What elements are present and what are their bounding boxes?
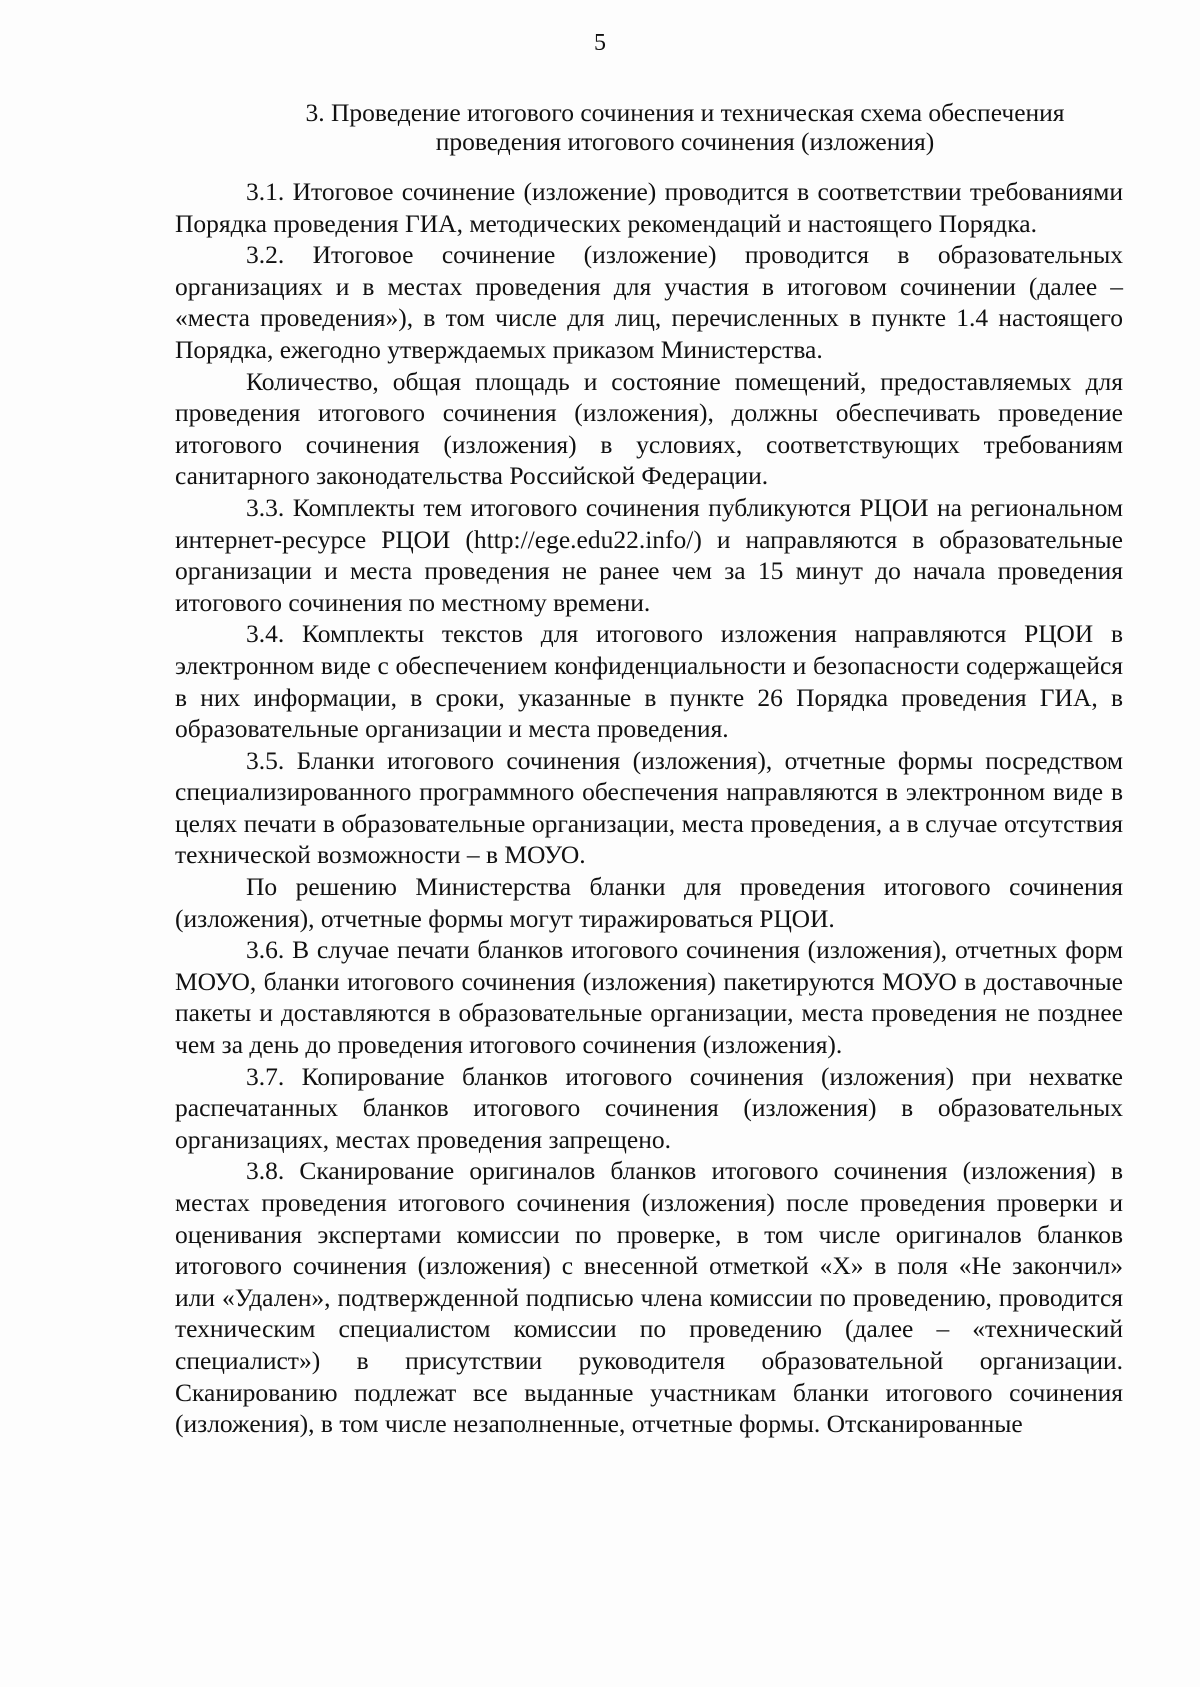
document-body [175,176,1123,1440]
paragraph-ministry-decision: По решению Министерства бланки для проведения итогового сочинения (изложения), отчетные формы могут тиражироваться РЦОИ. [175,872,1123,933]
section-title [240,98,1130,156]
paragraph-3-7: 3.7. Копирование бланков итогового сочинения (изложения) при нехватке распечатанных бланков итогового сочинения (изложения) в образовательных организациях, местах проведения запрещено. [175,1061,1123,1154]
paragraph-3-1: 3.1. Итоговое сочинение (изложение) проводится в соответствии требованиями Порядка проведения ГИА, методических рекомендаций и настоящего Порядка. [175,177,1123,238]
section-title-line-2: проведения итогового сочинения (изложения) [435,127,935,156]
paragraph-3-4: 3.4. Комплекты текстов для итогового изложения направляются РЦОИ в электронном виде с обеспечением конфиденциальности и безопасности содержащейся в них информации, в сроки, указанные в пункте 26 Порядка проведения ГИА, в образовательные организации и места проведения. [175,619,1123,744]
paragraph-3-2: 3.2. Итоговое сочинение (изложение) проводится в образовательных организациях и в местах проведения для участия в итоговом сочинении (далее – «места проведения»), в том числе для лиц, перечисленных в пункте 1.4 настоящего Порядка, ежегодно утверждаемых приказом Министерства. [175,240,1123,364]
paragraph-3-8: 3.8. Сканирование оригиналов бланков итогового сочинения (изложения) в местах проведения итогового сочинения (изложения) после проведения проверки и оценивания экспертами комиссии по проверке, в том числе оригиналов бланков итогового сочинения (изложения) с внесенной отметкой «Х» в поля «Не закончил» или «Удален», подтвержденной подписью члена комиссии по проведению, проводится техническим специалистом комиссии по проведению (далее – «технический специалист») в присутствии руководителя образовательной организации. Сканированию подлежат все выданные участникам бланки итогового сочинения (изложения), в том числе незаполненные, отчетные формы. Отсканированные [175,1156,1123,1439]
paragraph-3-3: 3.3. Комплекты тем итогового сочинения публикуются РЦОИ на региональном интернет-ресурсе РЦОИ (http://ege.edu22.info/) и направляются в образовательные организации и места проведения не ранее чем за 15 минут до начала проведения итогового сочинения по местному времени. [175,492,1123,617]
section-title-line-1: 3. Проведение итогового сочинения и техническая схема обеспечения [305,98,1065,127]
paragraph-premises: Количество, общая площадь и состояние помещений, предоставляемых для проведения итогового сочинения (изложения), должны обеспечивать проведение итогового сочинения (изложения) в условиях, соответствующих требованиям санитарного законодательства Российской Федерации. [175,366,1123,491]
page-number: 5 [594,30,606,56]
paragraph-3-6: 3.6. В случае печати бланков итогового сочинения (изложения), отчетных форм МОУО, бланки итогового сочинения (изложения) пакетируются МОУО в доставочные пакеты и доставляются в образовательные организации, места проведения не позднее чем за день до проведения итогового сочинения (изложения). [175,935,1123,1060]
paragraph-3-5: 3.5. Бланки итогового сочинения (изложения), отчетные формы посредством специализированного программного обеспечения направляются в электронном виде в целях печати в образовательные организации, места проведения, а в случае отсутствия технической возможности – в МОУО. [175,745,1123,870]
